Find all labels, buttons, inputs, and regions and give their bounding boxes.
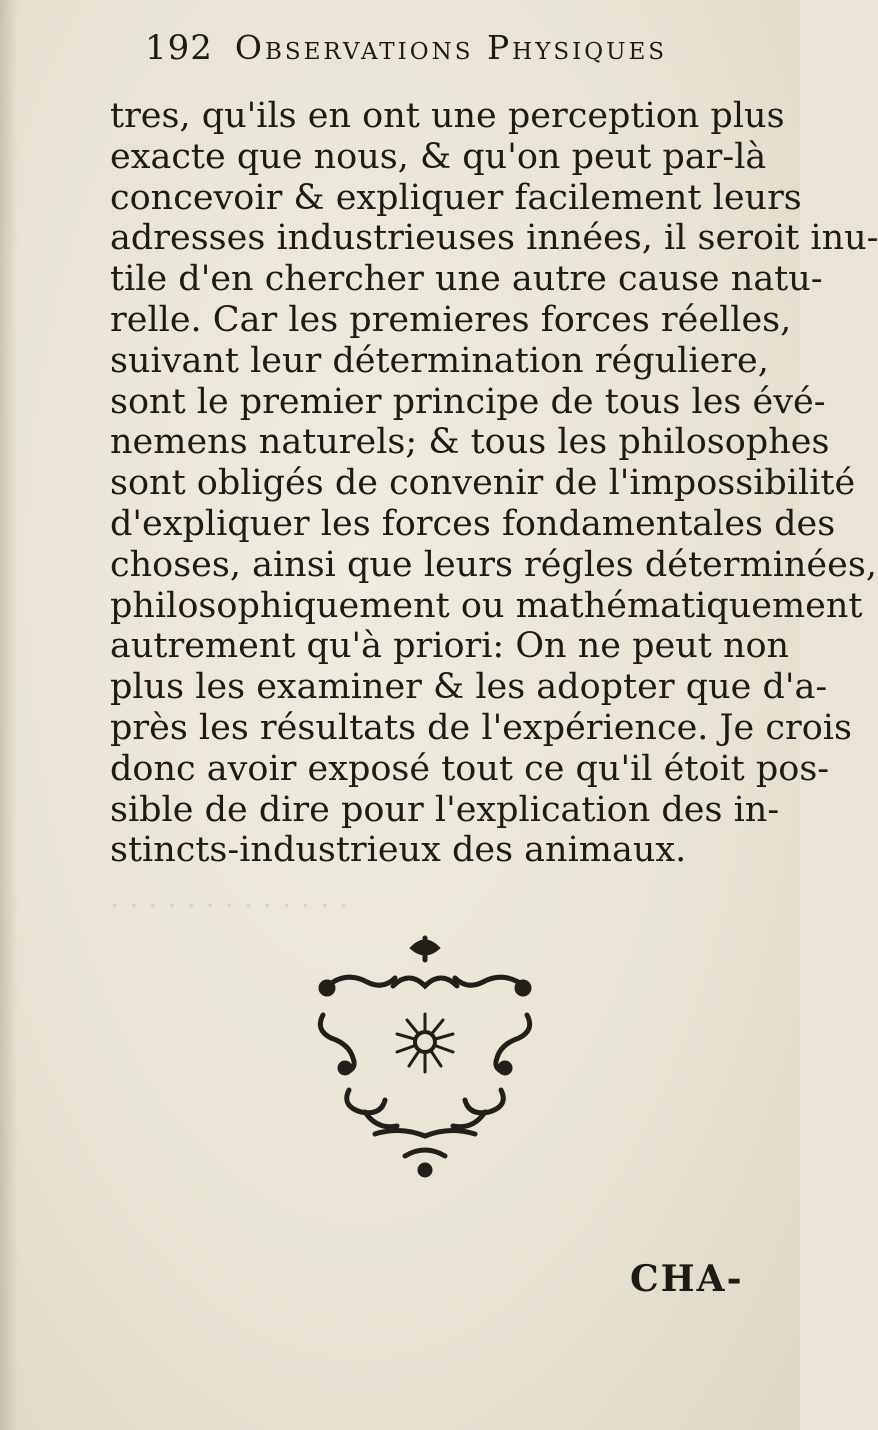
text-line: sont obligés de convenir de l'impossibilité	[110, 463, 856, 504]
body-text	[110, 96, 878, 871]
text-line: suivant leur détermination réguliere,	[110, 340, 769, 381]
text-line: nemens naturels; & tous les philosophes	[110, 422, 830, 463]
fleuron-tailpiece-icon	[305, 930, 545, 1180]
text-line: tres, qu'ils en ont une perception plus	[110, 96, 785, 136]
text-line: d'expliquer les forces fondamentales des	[110, 503, 836, 544]
text-line: plus les examiner & les adopter que d'a-	[110, 667, 828, 708]
text-line: stincts-industrieux des animaux.	[110, 830, 687, 871]
text-line: sible de dire pour l'explication des in-	[110, 789, 780, 830]
page-number: 192	[145, 28, 213, 68]
running-title: Observations Physiques	[234, 28, 668, 67]
text-line: près les résultats de l'expérience. Je crois	[110, 707, 852, 748]
text-line: autrement qu'à priori: On ne peut non	[110, 626, 790, 667]
text-line: adresses industrieuses innées, il seroit inu-	[110, 218, 878, 259]
text-line: relle. Car les premieres forces réelles,	[110, 299, 792, 340]
running-head	[145, 28, 745, 88]
text-line: donc avoir exposé tout ce qu'il étoit pos-	[110, 748, 830, 789]
catchword: CHA-	[630, 1258, 744, 1300]
text-line: philosophiquement ou mathématiquement	[110, 585, 863, 626]
gutter-shadow	[0, 0, 18, 1430]
text-line: sont le premier principe de tous les évé-	[110, 381, 826, 422]
text-line: tile d'en chercher une autre cause natu-	[110, 259, 823, 300]
text-line: exacte que nous, & qu'on peut par-là	[110, 136, 767, 177]
text-line: concevoir & expliquer facilement leurs	[110, 177, 802, 218]
bleed-through-text: . . . . . . . . . . . . .	[110, 880, 349, 915]
text-line: choses, ainsi que leurs régles déterminées,	[110, 544, 877, 585]
